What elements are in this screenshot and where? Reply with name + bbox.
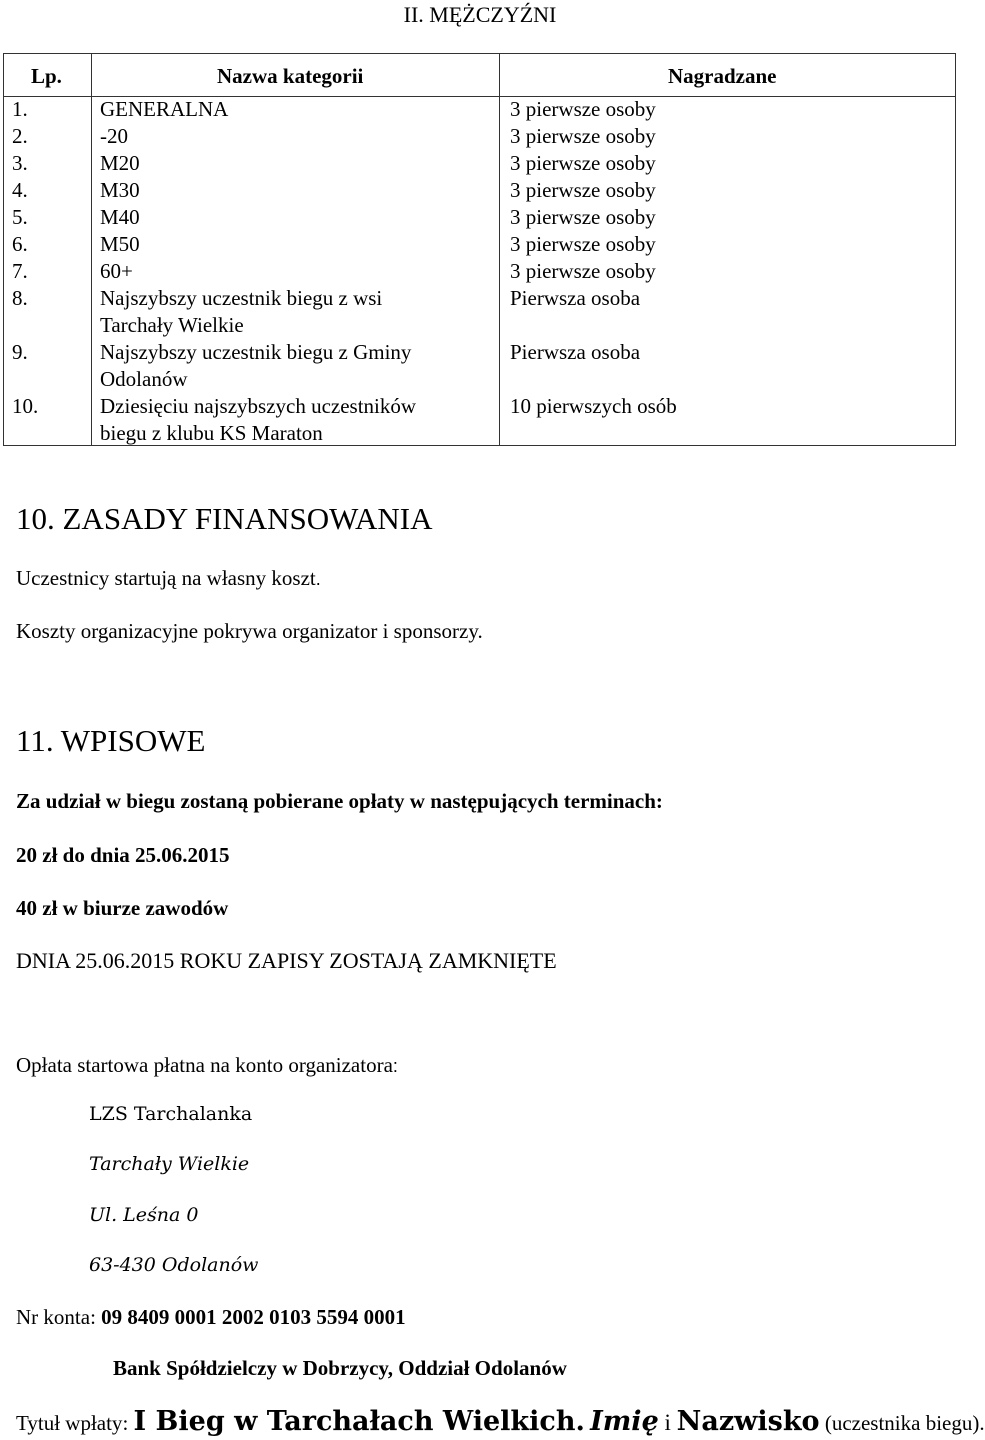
table-divider [91,54,92,445]
table-cell-category: Odolanów [100,367,188,391]
transfer-title-label: Tytuł wpłaty [16,1411,123,1435]
table-cell-category: biegu z klubu KS Maraton [100,421,323,445]
financing-line-2: Koszty organizacyjne pokrywa organizator i sponsorzy. [16,619,483,643]
table-cell-awarded: 3 pierwsze osoby [510,178,656,202]
financing-heading: 10. ZASADY FINANSOWANIA [16,501,433,536]
account-label: Nr konta: [16,1305,102,1329]
transfer-title-name: Imię [590,1406,659,1437]
bank-name: Bank Spółdzielczy w Dobrzycy, Oddział Odolanów [113,1356,567,1380]
payment-intro-text: Opłata startowa płatna na konto organizatora [16,1053,393,1077]
org-city: Tarchały Wielkie [89,1153,250,1175]
table-cell-awarded: 3 pierwsze osoby [510,205,656,229]
table-cell-category: -20 [100,124,128,148]
transfer-title-and: i [658,1410,677,1435]
financing-line-1-end: . [315,569,321,589]
table-cell-lp: 7. [12,259,28,283]
header-awarded: Nagradzane [668,64,777,88]
org-postal: 63-430 Odolanów [89,1254,259,1276]
transfer-title-note: (uczestnika biegu). [819,1411,985,1435]
account-line [16,1305,406,1330]
table-cell-category: M20 [100,151,140,175]
table-cell-awarded: 3 pierwsze osoby [510,232,656,256]
table-cell-lp: 8. [12,286,28,310]
header-lp: Lp. [31,64,62,88]
table-cell-lp: 1. [12,97,28,121]
transfer-title-surname: Nazwisko [676,1406,820,1437]
table-cell-awarded: Pierwsza osoba [510,340,641,364]
fee-heading: 11. WPISOWE [16,723,206,758]
table-divider [499,54,500,445]
table-cell-category: GENERALNA [100,97,229,121]
fee-intro: Za udział w biegu zostaną pobierane opłaty w następujących terminach: [16,789,663,813]
org-name: LZS Tarchalanka [89,1103,253,1125]
table-cell-category: 60+ [100,259,133,283]
table-cell-category: M50 [100,232,140,256]
table-cell-awarded: 3 pierwsze osoby [510,124,656,148]
table-cell-category: M40 [100,205,140,229]
table-cell-lp: 5. [12,205,28,229]
table-cell-category: M30 [100,178,140,202]
table-cell-lp: 3. [12,151,28,175]
table-cell-category: Najszybszy uczestnik biegu z Gminy [100,340,412,364]
fee-late: 40 zł w biurze zawodów [16,896,229,920]
payment-intro [16,1053,398,1078]
table-cell-lp: 9. [12,340,28,364]
table-cell-lp: 10. [12,394,39,418]
fee-early: 20 zł do dnia 25.06.2015 [16,843,230,867]
transfer-title-main: I Bieg w Tarchałach Wielkich. [133,1406,585,1437]
table-cell-lp: 2. [12,124,28,148]
table-cell-lp: 6. [12,232,28,256]
org-street: Ul. Leśna 0 [89,1204,199,1226]
table-cell-awarded: 3 pierwsze osoby [510,259,656,283]
payment-intro-colon: : [392,1056,398,1076]
financing-line-1-text: Uczestnicy startują na własny koszt [16,566,316,590]
table-cell-lp: 4. [12,178,28,202]
table-cell-awarded: 3 pierwsze osoby [510,151,656,175]
transfer-title-line [16,1406,985,1437]
account-number: 09 8409 0001 2002 0103 5594 0001 [101,1305,406,1329]
registration-closing: DNIA 25.06.2015 ROKU ZAPISY ZOSTAJĄ ZAMKNIĘTE [16,948,557,973]
awards-table [3,53,956,446]
table-cell-awarded: 10 pierwszych osób [510,394,677,418]
table-cell-category: Tarchały Wielkie [100,313,244,337]
table-cell-category: Najszybszy uczestnik biegu z wsi [100,286,383,310]
table-cell-category: Dziesięciu najszybszych uczestników [100,394,417,418]
table-cell-awarded: 3 pierwsze osoby [510,97,656,121]
transfer-title-colon: : [122,1411,134,1435]
header-category: Nazwa kategorii [217,64,364,88]
section-title: II. MĘŻCZYŹNI [403,2,557,27]
table-cell-awarded: Pierwsza osoba [510,286,641,310]
financing-line-1 [16,566,321,591]
